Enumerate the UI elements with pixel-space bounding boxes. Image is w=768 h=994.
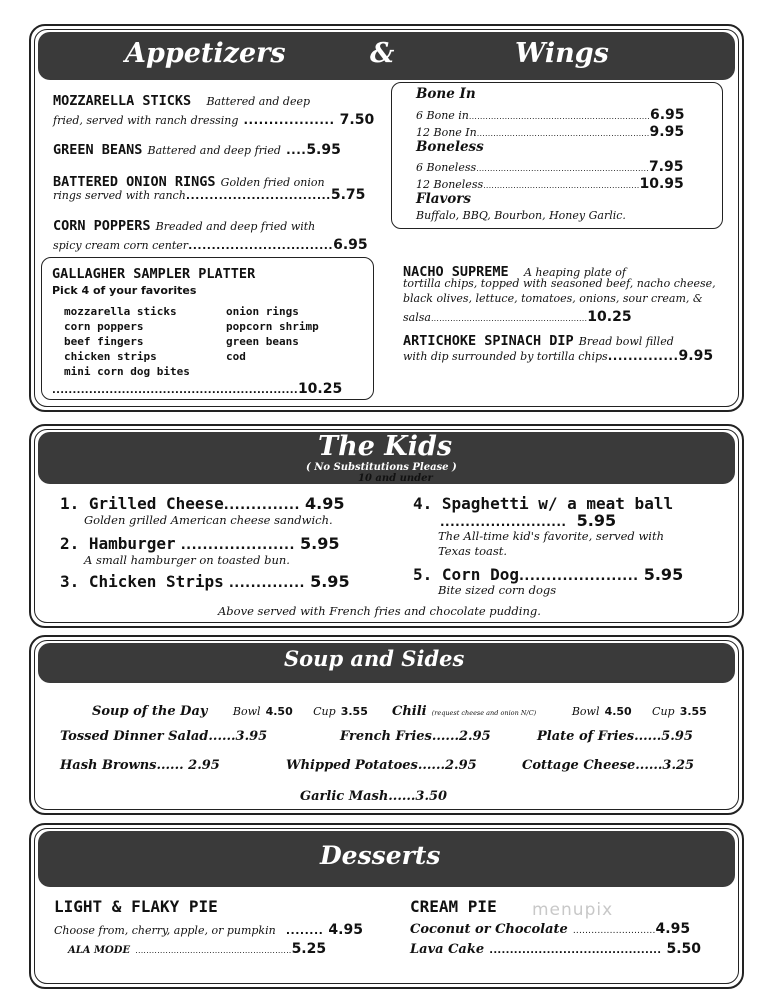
leader-dots: .... [286, 143, 307, 157]
boneless-12 [416, 173, 684, 192]
item-price: 6.95 [333, 237, 368, 253]
kids-item-price: 5.95 [300, 534, 340, 553]
wing-label: 6 Bone in [416, 109, 469, 122]
cup-label: Cup [313, 705, 336, 718]
item-name: ARTICHOKE SPINACH DIP [403, 333, 574, 349]
leader-dots: ............................... [188, 239, 334, 252]
alamode-price: 5.25 [291, 941, 327, 957]
kids-title: The Kids [318, 431, 453, 462]
leader-dots: .................. [243, 113, 335, 127]
bowl-price: 4.50 [265, 705, 293, 718]
lava-cake-line [410, 938, 701, 957]
wing-price: 7.95 [648, 159, 684, 175]
leader-dots: ............................... [185, 189, 331, 202]
leader-dots: ............................................................... [476, 129, 650, 138]
leader-dots: .............. [228, 576, 305, 591]
kids-item-desc: The All-time kid's favorite, served with [438, 529, 664, 543]
item-desc: Golden fried onion [220, 176, 325, 189]
flavors-list: Buffalo, BBQ, Bourbon, Honey Garlic. [416, 209, 626, 222]
leader-dots: .............. [607, 349, 679, 363]
sampler-subtitle: Pick 4 of your favorites [52, 284, 197, 297]
cream-item: Coconut or Chocolate [410, 922, 568, 937]
kids-item-name: 1. Grilled Cheese [60, 494, 224, 513]
nacho-desc: black olives, lettuce, tomatoes, onions, sour cream, & [403, 292, 703, 305]
leader-dots: ............................................................ [52, 385, 298, 396]
corn-poppers-item [53, 215, 315, 234]
soup-of-the-day [92, 700, 368, 719]
menupix-watermark: menupix [532, 900, 614, 920]
kids-item-grilled-cheese [60, 494, 344, 513]
leader-dots: .................................................................. [468, 112, 650, 121]
onion-rings-line2 [53, 184, 365, 203]
item-desc: Breaded and deep fried with [155, 220, 316, 233]
item-price: 7.50 [339, 112, 375, 128]
kids-item-desc: A small hamburger on toasted bun. [84, 553, 290, 567]
cream-item-price: 4.95 [655, 921, 691, 937]
item-desc: salsa [403, 311, 431, 324]
artichoke-price-line [403, 345, 713, 364]
item-desc: Bread bowl filled [578, 335, 674, 348]
leader-dots: ......................................................... [430, 314, 588, 323]
item-name: BATTERED ONION RINGS [53, 174, 216, 190]
kids-item-price: 5.95 [576, 511, 617, 530]
kids-item-corn-dog [413, 565, 683, 584]
desserts-title: Desserts [320, 841, 441, 870]
item-price: 10.25 [587, 309, 632, 325]
sampler-option: chicken strips [64, 350, 157, 363]
kids-item-name: 3. Chicken Strips [60, 572, 224, 591]
leader-dots: ......................................................... [135, 946, 292, 955]
kids-item-desc: Bite sized corn dogs [438, 583, 557, 597]
leader-dots: ...................... [518, 569, 639, 584]
kids-item-price: 5.95 [310, 572, 350, 591]
chili [392, 700, 707, 719]
side-item: Plate of Fries......5.95 [537, 729, 693, 744]
cream-pie-name: CREAM PIE [410, 897, 497, 916]
kids-item-name: 2. Hamburger [60, 534, 176, 553]
kids-item-desc: Golden grilled American cheese sandwich. [84, 513, 333, 527]
leader-dots: .......................................... [489, 945, 662, 956]
item-price: 5.95 [306, 142, 341, 158]
cup-label: Cup [652, 705, 675, 718]
item-desc: fried, served with ranch dressing [53, 114, 239, 127]
sampler-price: 10.25 [297, 381, 343, 397]
leader-dots: ............................................................... [476, 164, 649, 173]
side-item: Garlic Mash......3.50 [300, 789, 448, 804]
pie-desc: Choose from, cherry, apple, or pumpkin [54, 924, 276, 937]
kids-item-hamburger [60, 534, 339, 553]
lava-cake-price: 5.50 [666, 941, 702, 957]
leader-dots: ........ [285, 924, 324, 937]
cup-price: 3.55 [340, 705, 368, 718]
pie-name: LIGHT & FLAKY PIE [54, 897, 218, 916]
side-item: French Fries......2.95 [340, 729, 491, 744]
kids-subtitle: ( No Substitutions Please ) [306, 462, 457, 473]
green-beans-item [53, 139, 341, 158]
cup-price: 3.55 [679, 705, 707, 718]
sampler-option: green beans [226, 335, 299, 348]
wing-price: 6.95 [649, 107, 685, 123]
wing-label: 12 Boneless [416, 178, 484, 191]
cream-item-line [410, 918, 690, 937]
sampler-name: GALLAGHER SAMPLER PLATTER [52, 266, 256, 282]
sampler-option: corn poppers [64, 320, 144, 333]
mozzarella-sticks-item [53, 90, 310, 109]
item-desc: A heaping plate of [523, 266, 626, 279]
chili-name: Chili [392, 704, 427, 719]
kids-item-price: 5.95 [643, 565, 684, 584]
wing-price: 10.95 [639, 176, 684, 192]
bone-in-label: Bone In [416, 86, 476, 102]
item-price: 5.75 [330, 187, 366, 203]
bowl-label: Bowl [232, 705, 261, 718]
alamode-line [68, 938, 326, 957]
kids-item-name: 4. Spaghetti w/ a meat ball [413, 494, 674, 513]
sampler-option: popcorn shrimp [226, 320, 319, 333]
kids-spaghetti-price-line [440, 511, 616, 530]
sampler-option: beef fingers [64, 335, 144, 348]
chili-note: (request cheese and onion N/C) [431, 709, 537, 717]
item-desc: Battered and deep [206, 95, 311, 108]
kids-footer: Above served with French fries and chocolate pudding. [218, 604, 541, 618]
soup-title: Soup and Sides [284, 646, 465, 671]
mozzarella-sticks-line2 [53, 109, 374, 128]
item-name: MOZZARELLA STICKS [53, 93, 192, 109]
wing-price: 9.95 [649, 124, 685, 140]
wing-label: 12 Bone In [416, 126, 477, 139]
sampler-option: mini corn dog bites [64, 365, 190, 378]
sampler-option: onion rings [226, 305, 299, 318]
kids-item-desc: Texas toast. [438, 544, 508, 558]
side-item: Whipped Potatoes......2.95 [286, 758, 477, 773]
item-desc: with dip surrounded by tortilla chips [403, 350, 608, 363]
pie-price: 4.95 [328, 922, 363, 938]
leader-dots: .............. [223, 498, 300, 513]
bowl-price: 4.50 [604, 705, 632, 718]
item-desc: spicy cream corn center [53, 239, 189, 252]
nacho-price-line [403, 306, 632, 325]
appetizers-ampersand: & [370, 38, 395, 69]
boneless-label: Boneless [416, 139, 484, 155]
appetizers-title: Appetizers [125, 38, 286, 69]
leader-dots: ..................... [180, 538, 295, 553]
leader-dots: ......................................................... [483, 181, 640, 190]
alamode-label: ALA MODE [68, 945, 131, 956]
nacho-desc: tortilla chips, topped with seasoned beef, nacho cheese, [403, 277, 716, 290]
wings-title: Wings [515, 38, 609, 69]
item-name: CORN POPPERS [53, 218, 151, 234]
kids-item-chicken-strips [60, 572, 350, 591]
item-desc: rings served with ranch [53, 189, 186, 202]
bone-in-12 [416, 121, 684, 140]
leader-dots: ......................... [440, 515, 567, 529]
sampler-option: cod [226, 350, 246, 363]
item-price: 9.95 [678, 348, 714, 364]
leader-dots: ........................... [572, 926, 656, 936]
kids-age: 10 and under [358, 473, 433, 484]
sampler-option: mozzarella sticks [64, 305, 177, 318]
item-name: NACHO SUPREME [403, 264, 509, 280]
pie-line [54, 919, 363, 938]
side-item: Cottage Cheese......3.25 [522, 758, 695, 773]
lava-cake-name: Lava Cake [410, 942, 485, 957]
item-desc: Battered and deep fried [147, 144, 281, 157]
kids-item-price: 4.95 [305, 494, 345, 513]
wing-label: 6 Boneless [416, 161, 477, 174]
bowl-label: Bowl [571, 705, 600, 718]
kids-item-name: 5. Corn Dog [413, 565, 519, 584]
corn-poppers-line2 [53, 234, 368, 253]
side-item: Tossed Dinner Salad......3.95 [60, 729, 268, 744]
side-item: Hash Browns...... 2.95 [60, 758, 220, 773]
soup-name: Soup of the Day [92, 704, 208, 719]
flavors-label: Flavors [416, 191, 472, 207]
sampler-price-line [52, 378, 342, 397]
item-name: GREEN BEANS [53, 142, 143, 158]
